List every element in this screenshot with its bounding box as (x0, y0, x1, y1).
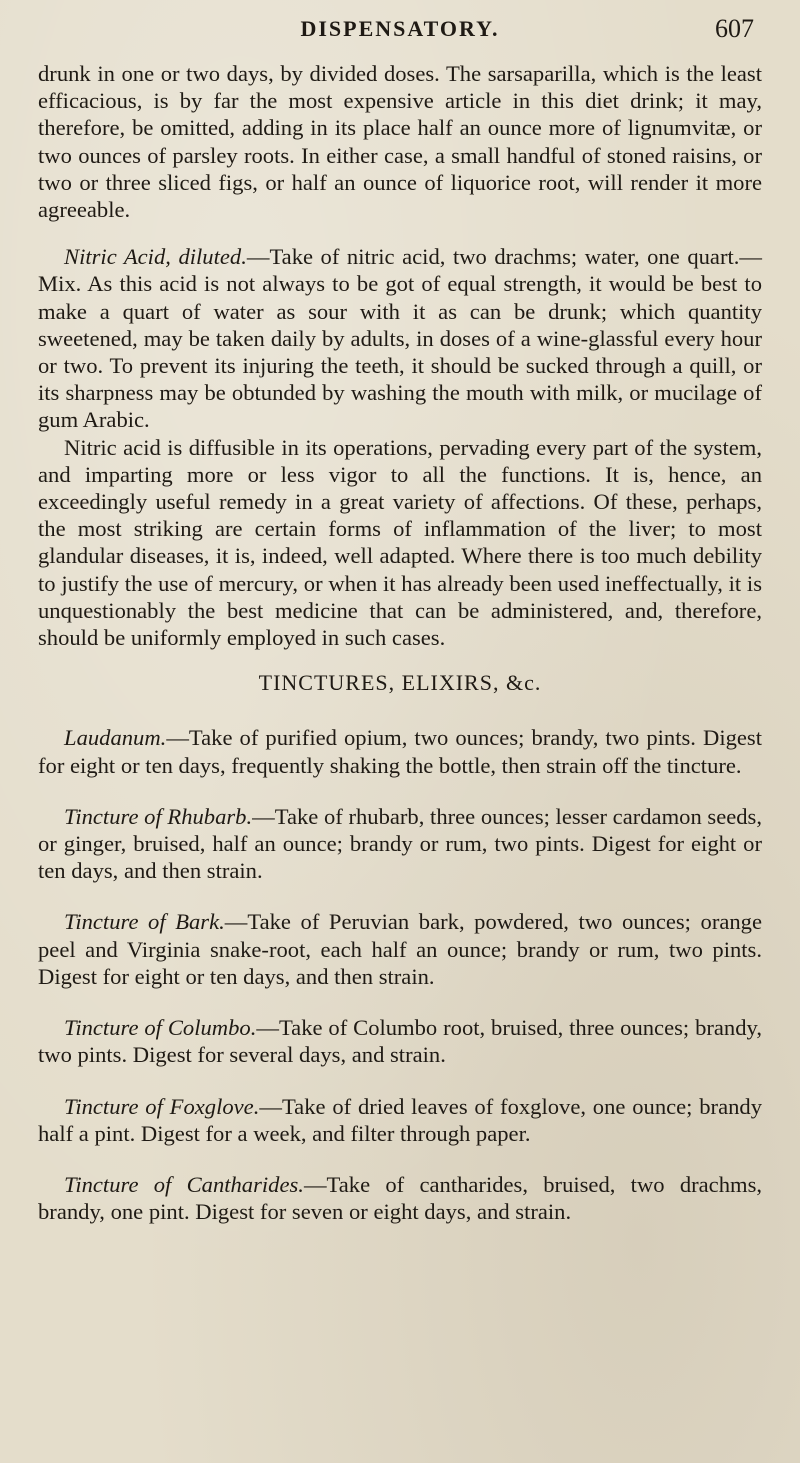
recipe-title: Tincture of Bark. (64, 909, 225, 935)
nitric-acid-paragraph-2: Nitric acid is diffusible in its operations, pervading every part of the system, and imparting more or less vigor to all the functions. It is, hence, an exceedingly useful remedy in a great variety of affections. Of these, perhaps, the most striking are certain forms of inflammation of the liver; to most glandular diseases, it is, indeed, well adapted. Where there is too much debility to justify the use of mercury, or when it has already been used ineffectually, it is unquestionably the best medicine that can be administered, and, therefore, should be uniformly employed in such cases. (38, 434, 762, 651)
recipe-tincture-columbo (38, 1014, 762, 1068)
recipe-text: —Take of cantharides, bruised, two drachms, brandy, one pint. Digest for seven or eight days, and strain. (38, 1171, 763, 1225)
running-title: DISPENSATORY. (300, 16, 500, 41)
recipe-text: —Take of Columbo root, bruised, three ounces; brandy, two pints. Digest for several days, and strain. (38, 1015, 762, 1068)
page-number: 607 (715, 14, 754, 43)
section-heading: TINCTURES, ELIXIRS, &c. (258, 670, 542, 696)
recipe-title: Tincture of Foxglove. (64, 1093, 260, 1119)
recipe-tincture-cantharides (38, 1171, 762, 1225)
recipe-title: Tincture of Columbo. (64, 1015, 257, 1041)
nitric-acid-text: —Take of nitric acid, two drachms; water, one quart.—Mix. As this acid is not always to be got of equal strength, it would be best to make a quart of water as sour with it as can be drunk; which quantity sweetened, may be taken daily by adults, in doses of a wine-glassful every hour or two. To prevent its injuring the teeth, it should be sucked through a quill, or its sharpness may be obtunded by washing the mouth with milk, or mucilage of gum Arabic. (38, 244, 762, 433)
recipe-text: —Take of dried leaves of foxglove, one ounce; brandy half a pint. Digest for a week, and filter through paper. (38, 1093, 762, 1146)
recipe-text: —Take of rhubarb, three ounces; lesser cardamon seeds, or ginger, bruised, half an ounce; brandy or rum, two pints. Digest for eight or ten days, and then strain. (38, 803, 762, 884)
body-text (38, 60, 762, 1225)
recipe-text: —Take of Peruvian bark, powdered, two ounces; orange peel and Virginia snake-root, each half an ounce; brandy or rum, two pints. Digest for eight or ten days, and then strain. (38, 909, 763, 989)
recipe-tincture-foxglove (38, 1093, 762, 1147)
recipe-title: Laudanum. (64, 725, 167, 751)
nitric-acid-title: Nitric Acid, diluted. (64, 244, 247, 270)
recipe-tincture-bark (38, 908, 762, 990)
running-head (38, 0, 762, 60)
recipe-title: Tincture of Cantharides. (64, 1171, 304, 1197)
recipe-text: —Take of purified opium, two ounces; brandy, two pints. Digest for eight or ten days, frequently shaking the bottle, then strain off the tincture. (38, 725, 762, 778)
recipe-title: Tincture of Rhubarb. (64, 803, 253, 829)
paragraph-sarsaparilla: drunk in one or two days, by divided doses. The sarsaparilla, which is the least efficacious, is by far the most expensive article in this diet drink; it may, therefore, be omitted, adding in its place half an ounce more of lignumvitæ, or two ounces of parsley roots. In either case, a small handful of stoned raisins, or two or three sliced figs, or half an ounce of liquorice root, will render it more agreeable. (38, 61, 762, 223)
nitric-acid-entry (38, 243, 762, 433)
recipe-tincture-rhubarb (38, 803, 762, 885)
recipe-laudanum (38, 724, 762, 778)
